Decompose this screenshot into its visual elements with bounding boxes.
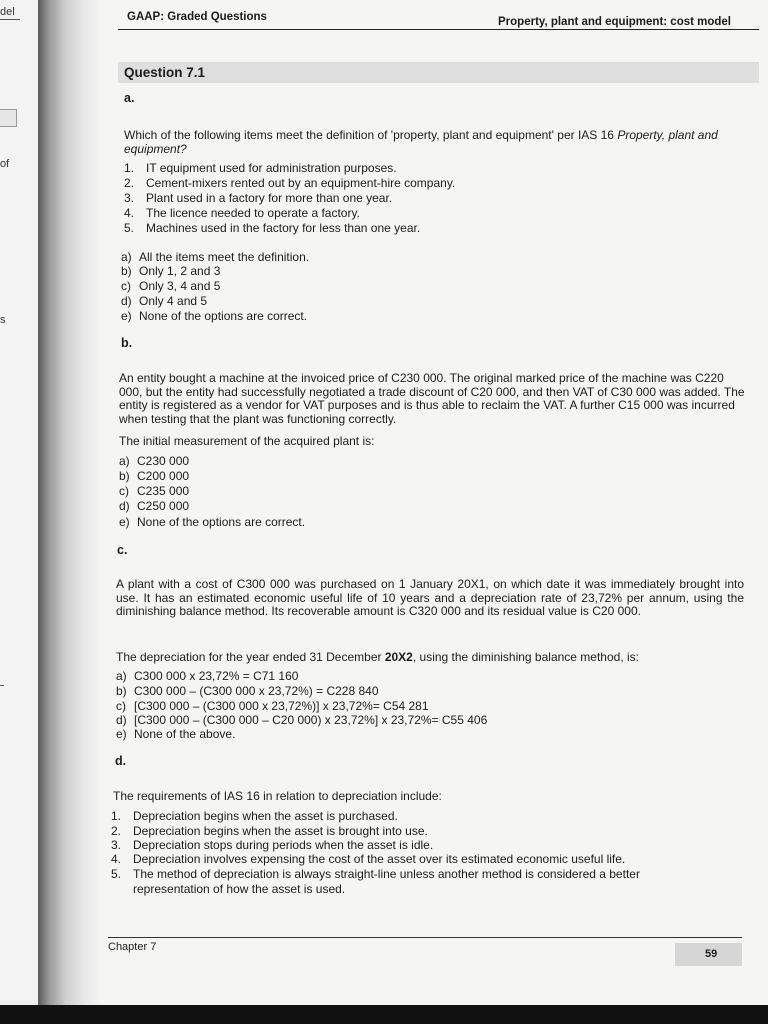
part-b-label: b. bbox=[121, 336, 133, 350]
previous-page-box bbox=[0, 109, 17, 127]
part-a-stem-text: Which of the following items meet the definition of 'property, plant and equipment' per IAS 16 bbox=[124, 128, 618, 142]
part-a-stem-italic: Property, plant and equipment? bbox=[124, 128, 718, 156]
running-header-left: GAAP: Graded Questions bbox=[127, 11, 267, 23]
list-item: 1. Depreciation begins when the asset is purchased. bbox=[111, 809, 398, 823]
list-item: 5. Machines used in the factory for less than one year. bbox=[124, 221, 421, 235]
answer-option: a) C300 000 x 23,72% = C71 160 bbox=[116, 669, 299, 683]
list-item: 3. Plant used in a factory for more than one year. bbox=[124, 191, 393, 205]
chapter-label: Chapter 7 bbox=[108, 941, 157, 953]
question-title-bar bbox=[118, 62, 759, 83]
previous-page-fragment: of bbox=[0, 158, 10, 170]
part-c-label: c. bbox=[117, 543, 128, 557]
book-spine-shadow bbox=[38, 0, 100, 1010]
previous-page-edge bbox=[0, 0, 42, 1000]
part-b-question: The initial measurement of the acquired plant is: bbox=[119, 434, 375, 448]
answer-option: b) Only 1, 2 and 3 bbox=[121, 264, 221, 278]
answer-option: c) [C300 000 – (C300 000 x 23,72%)] x 23,72%= C54 281 bbox=[116, 699, 429, 713]
answer-option: c) C235 000 bbox=[119, 484, 190, 498]
footer-rule bbox=[108, 937, 742, 938]
part-b-stem: An entity bought a machine at the invoiced price of C230 000. The original marked price of the machine was C220 000, but the entity had successfully negotiated a trade discount of C20 000, and then VAT of C30 000 was added. The entity is registered as a vendor for VAT purposes and is thus able to reclaim the VAT. A further C15 000 was incurred when testing that the plant was functioning correctly. bbox=[119, 371, 745, 426]
previous-page-fragment: s bbox=[0, 314, 6, 326]
part-d-label: d. bbox=[115, 754, 127, 768]
previous-page-fragment: del bbox=[0, 6, 15, 18]
answer-option: e) None of the above. bbox=[116, 727, 236, 741]
list-item: 2. Depreciation begins when the asset is brought into use. bbox=[111, 824, 428, 838]
list-item: 4. Depreciation involves expensing the cost of the asset over its estimated economic useful life. bbox=[111, 852, 626, 866]
answer-option: e) None of the options are correct. bbox=[121, 309, 308, 323]
answer-option: d) [C300 000 – (C300 000 – C20 000) x 23,72%] x 23,72%= C55 406 bbox=[116, 713, 488, 727]
answer-option: b) C200 000 bbox=[119, 469, 190, 483]
answer-option: b) C300 000 – (C300 000 x 23,72%) = C228 840 bbox=[116, 684, 379, 698]
list-item: 2. Cement-mixers rented out by an equipment-hire company. bbox=[124, 176, 456, 190]
previous-page-mark bbox=[0, 685, 4, 686]
answer-option: d) C250 000 bbox=[119, 499, 190, 513]
header-rule bbox=[118, 29, 759, 30]
list-item: representation of how the asset is used. bbox=[133, 882, 346, 896]
page-number: 59 bbox=[705, 948, 718, 960]
part-c-stem: A plant with a cost of C300 000 was purchased on 1 January 20X1, on which date it was immediately brought into use. It has an estimated economic useful life of 10 years and a depreciation rate of 23,72% per annum, using the diminishing balance method. Its recoverable amount is C320 000 and its residual value is C20 000. bbox=[116, 577, 744, 618]
previous-page-rule bbox=[0, 19, 20, 20]
scan-bottom-edge bbox=[0, 1005, 768, 1024]
answer-option: e) None of the options are correct. bbox=[119, 515, 306, 529]
list-item: 1. IT equipment used for administration purposes. bbox=[124, 161, 397, 175]
list-item: 5. The method of depreciation is always straight-line unless another method is considered a better bbox=[111, 867, 640, 881]
part-d-stem: The requirements of IAS 16 in relation to depreciation include: bbox=[113, 789, 442, 803]
running-header-right: Property, plant and equipment: cost model bbox=[498, 16, 732, 28]
list-item: 4. The licence needed to operate a factory. bbox=[124, 206, 360, 220]
part-c-question: The depreciation for the year ended 31 December 20X2, using the diminishing balance method, is: bbox=[116, 650, 639, 664]
list-item: 3. Depreciation stops during periods when the asset is idle. bbox=[111, 838, 434, 852]
answer-option: c) Only 3, 4 and 5 bbox=[121, 279, 221, 293]
answer-option: a) C230 000 bbox=[119, 454, 190, 468]
question-title: Question 7.1 bbox=[124, 65, 206, 80]
answer-option: d) Only 4 and 5 bbox=[121, 294, 208, 308]
part-a-stem bbox=[124, 129, 754, 156]
answer-option: a) All the items meet the definition. bbox=[121, 250, 310, 264]
part-a-label: a. bbox=[124, 91, 135, 105]
